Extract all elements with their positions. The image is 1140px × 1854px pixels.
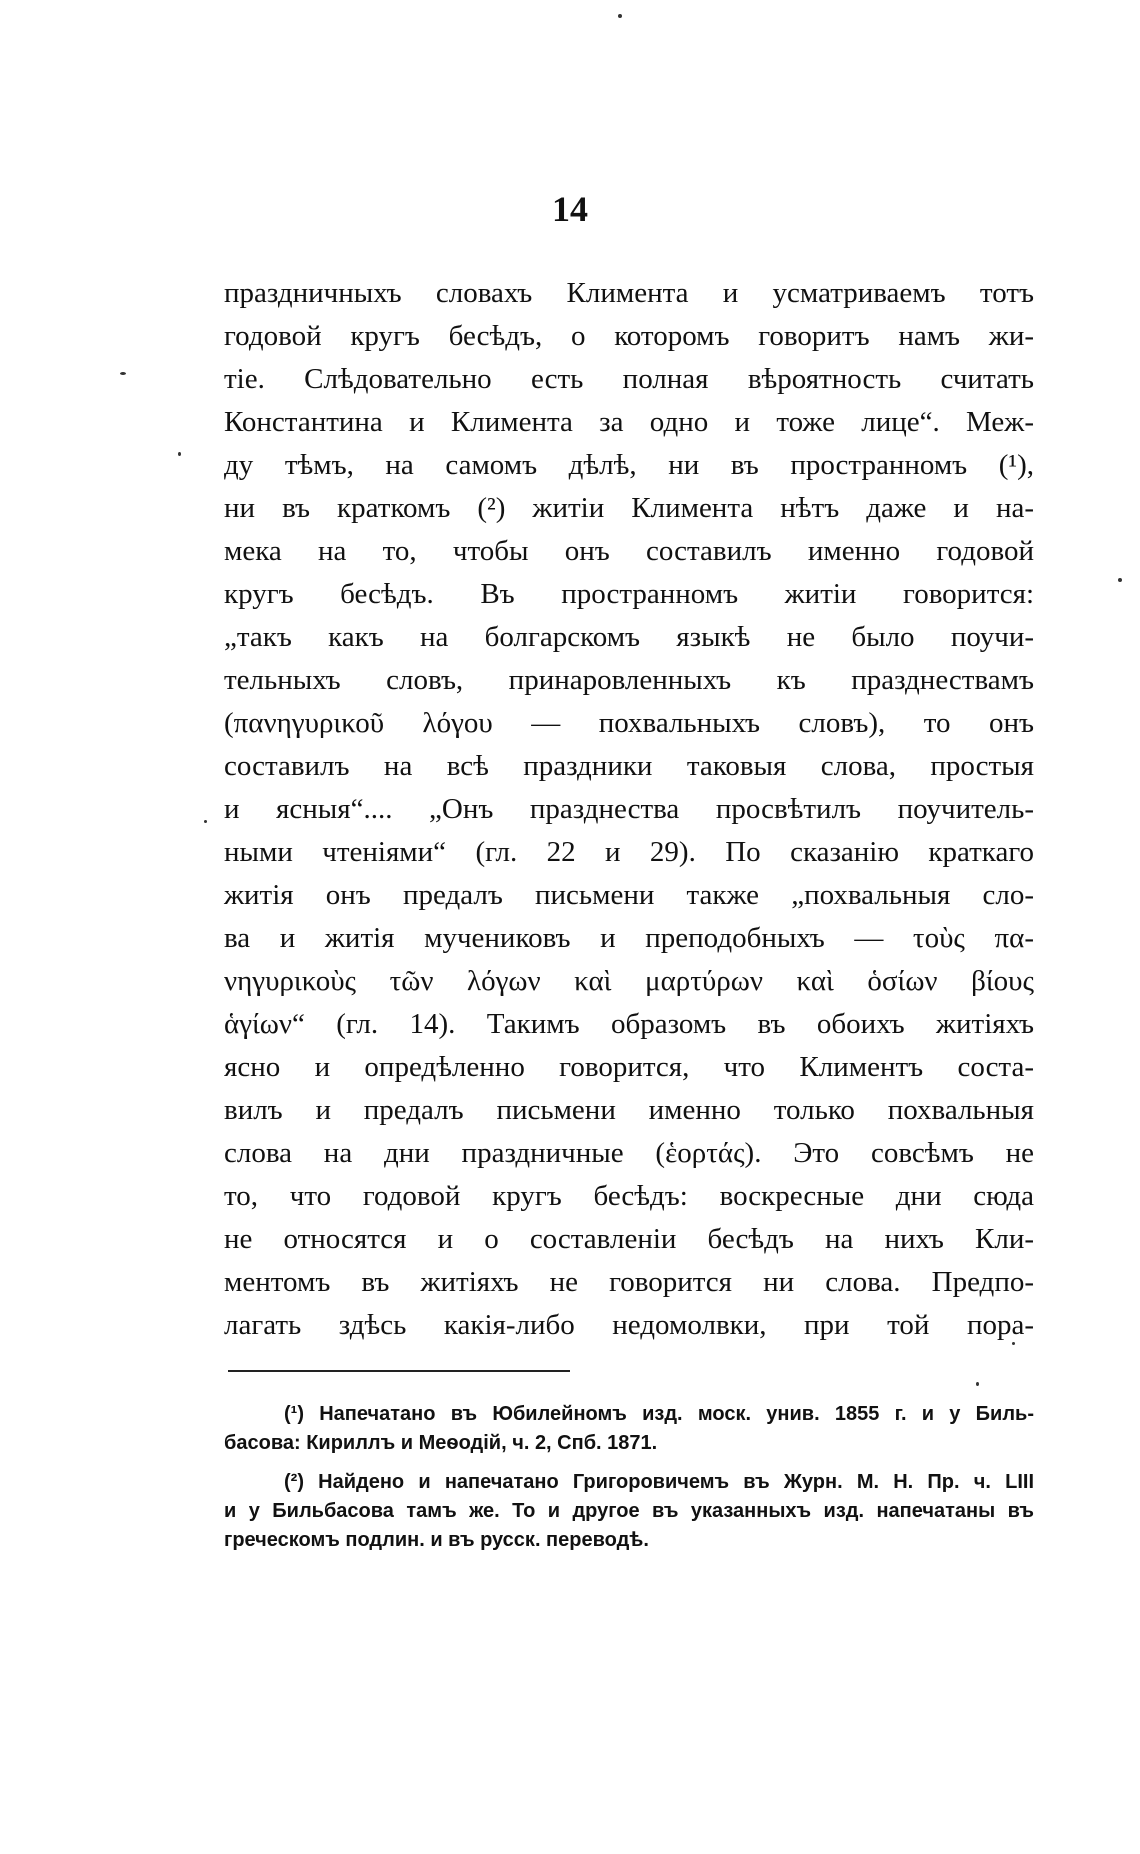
text-line: ни въ краткомъ (²) житіи Климента нѣтъ даже и на- (224, 492, 1034, 524)
text-line: составилъ на всѣ праздники таковыя слова, простыя (224, 750, 1034, 782)
footnote-1 (224, 1400, 1034, 1458)
text-line: и ясныя“.... „Онъ празднества просвѣтилъ поучитель- (224, 793, 1034, 825)
text-line: годовой кругъ бесѣдъ, о которомъ говоритъ намъ жи- (224, 320, 1034, 352)
footnote-2 (224, 1468, 1034, 1555)
speck (204, 820, 207, 823)
text-line: праздничныхъ словахъ Климента и усматриваемъ тотъ (224, 277, 1034, 309)
text-line: ментомъ въ житіяхъ не говорится ни слова. Предпо- (224, 1266, 1034, 1298)
text-line: кругъ бесѣдъ. Въ пространномъ житіи говорится: (224, 578, 1034, 610)
footnote-line: и у Бильбасова тамъ же. То и другое въ указанныхъ изд. напечатаны въ (224, 1500, 1034, 1522)
text-line: лагать здѣсь какія-либо недомолвки, при той пора- (224, 1309, 1034, 1341)
text-line: ду тѣмъ, на самомъ дѣлѣ, ни въ пространномъ (¹), (224, 449, 1034, 481)
text-line: ными чтеніями“ (гл. 22 и 29). По сказанію краткаго (224, 836, 1034, 868)
text-line: ἁγίων“ (гл. 14). Такимъ образомъ въ обоихъ житіяхъ (224, 1008, 1034, 1040)
text-line: житія онъ предалъ письмени также „похвальныя сло- (224, 879, 1034, 911)
text-line: Константина и Климента за одно и тоже лице“. Меж- (224, 406, 1034, 438)
speck (178, 452, 181, 456)
text-line: вилъ и предалъ письмени именно только похвальныя (224, 1094, 1034, 1126)
text-line: слова на дни праздничные (ἑορτάς). Это совсѣмъ не (224, 1137, 1034, 1169)
footnote-divider (228, 1370, 570, 1372)
text-line: мека на то, чтобы онъ составилъ именно годовой (224, 535, 1034, 567)
text-line: тіе. Слѣдовательно есть полная вѣроятность считать (224, 363, 1034, 395)
footnote-line: (²) Найдено и напечатано Григоровичемъ въ Журн. М. Н. Пр. ч. LIII (284, 1471, 1034, 1493)
footnotes (224, 1400, 1034, 1555)
speck (976, 1382, 979, 1386)
speck (120, 372, 126, 375)
text-line: νηγυρικοὺς τῶν λόγων καὶ μαρτύρων καὶ ὁσίων βίους (224, 965, 1034, 997)
text-line: то, что годовой кругъ бесѣдъ: воскресные дни сюда (224, 1180, 1034, 1212)
speck (1012, 1342, 1015, 1345)
text-line: ясно и опредѣленно говорится, что Климентъ соста- (224, 1051, 1034, 1083)
text-line: ва и житія мучениковъ и преподобныхъ — τοὺς πα- (224, 922, 1034, 954)
speck (618, 14, 622, 18)
text-line: „такъ какъ на болгарскомъ языкѣ не было поучи- (224, 621, 1034, 653)
speck (1118, 578, 1122, 582)
footnote-line: басова: Кириллъ и Меѳодій, ч. 2, Спб. 1871. (224, 1432, 658, 1454)
text-line: не относятся и о составленіи бесѣдъ на нихъ Кли- (224, 1223, 1034, 1255)
footnote-line: (¹) Напечатано въ Юбилейномъ изд. моск. унив. 1855 г. и у Биль- (284, 1403, 1034, 1425)
page-number: 14 (552, 189, 588, 229)
footnote-line: греческомъ подлин. и въ русск. переводѣ. (224, 1529, 649, 1551)
text-line: (πανηγυρικοῦ λόγου — похвальныхъ словъ), то онъ (224, 707, 1034, 739)
text-line: тельныхъ словъ, принаровленныхъ къ празднествамъ (224, 664, 1034, 696)
main-text (224, 272, 1034, 1347)
